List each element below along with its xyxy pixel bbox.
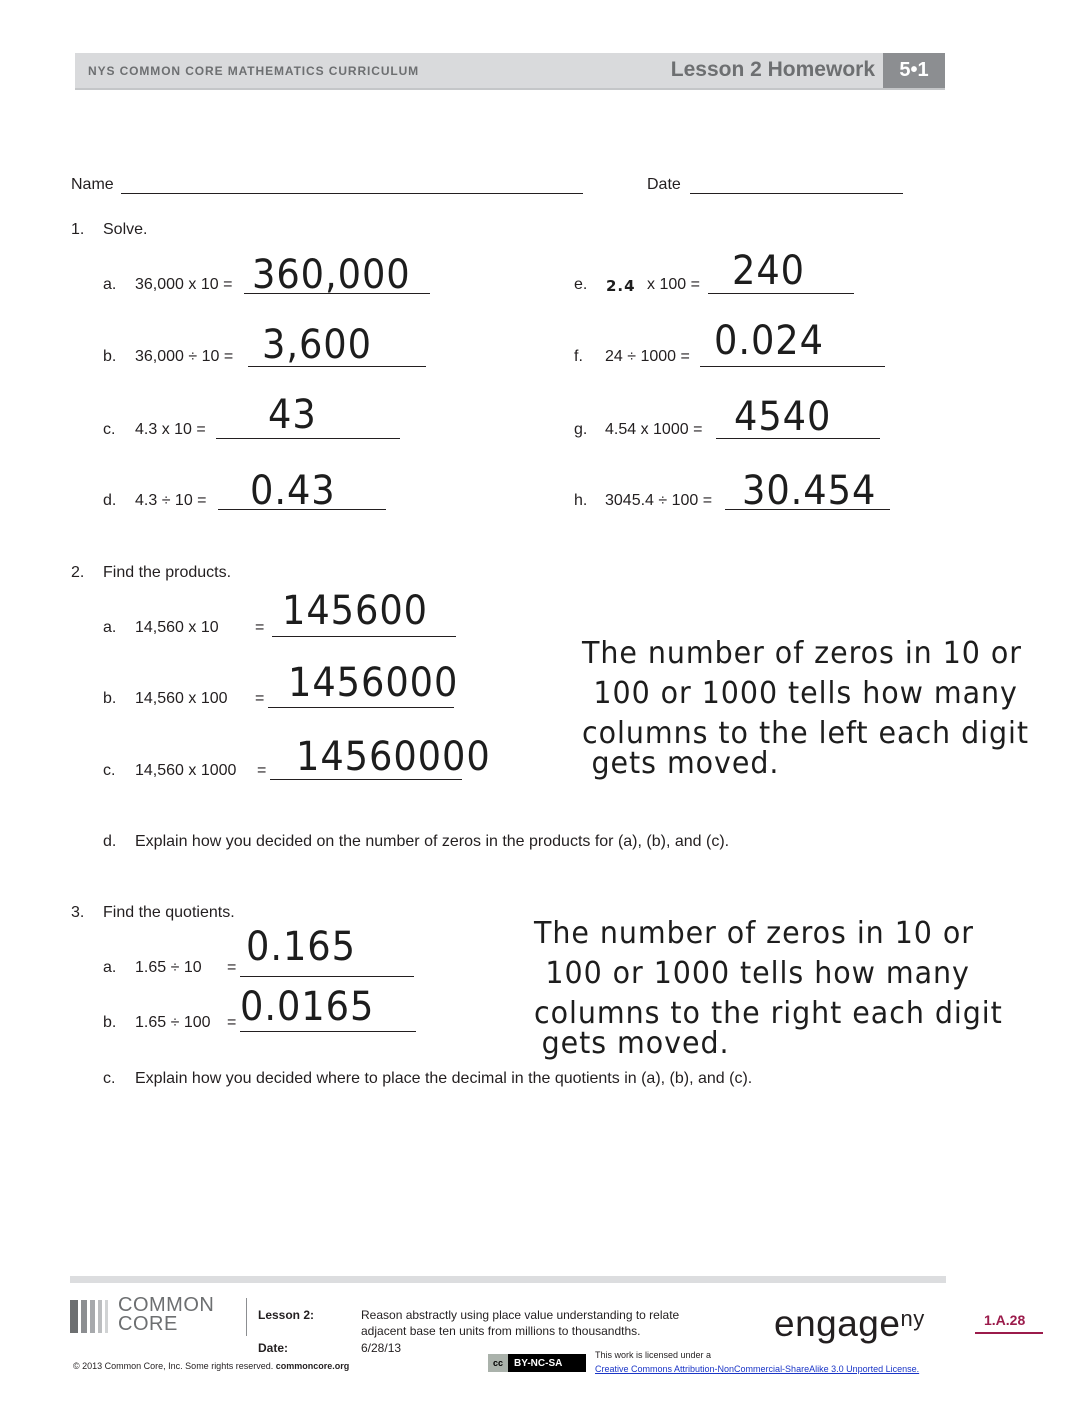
footer-divider bbox=[246, 1298, 247, 1336]
engage-text: engage bbox=[774, 1303, 901, 1344]
q1g-letter: g. bbox=[574, 421, 588, 438]
q2a-handwritten-answer: 145600 bbox=[282, 588, 429, 634]
common-core-logo-text bbox=[118, 1296, 214, 1334]
q1-number: 1. bbox=[71, 221, 85, 238]
q2b-equals: = bbox=[255, 690, 265, 707]
q1c-expression: 4.3 x 10 = bbox=[135, 421, 206, 438]
logo-line-1: COMMON bbox=[118, 1294, 215, 1316]
q3-number: 3. bbox=[71, 904, 85, 921]
lesson-title: Lesson 2 Homework bbox=[670, 58, 875, 81]
q2-number: 2. bbox=[71, 564, 85, 581]
q3-handwritten-explanation bbox=[534, 914, 1003, 1064]
q3-prompt: Find the quotients. bbox=[103, 904, 235, 921]
q3-note-line-2: 100 or 1000 tells how many bbox=[545, 956, 970, 991]
q1e-expression: x 100 = bbox=[647, 276, 700, 293]
license-intro: This work is licensed under a bbox=[595, 1350, 712, 1360]
q3-note-line-1: The number of zeros in 10 or bbox=[534, 916, 974, 951]
footer-lesson-description bbox=[361, 1307, 679, 1339]
q1h-letter: h. bbox=[574, 492, 588, 509]
grade-module-badge: 5•1 bbox=[883, 53, 945, 88]
footer-bar bbox=[70, 1276, 946, 1283]
q1c-handwritten-answer: 43 bbox=[268, 392, 317, 438]
header-underline bbox=[75, 88, 945, 90]
q3b-equals: = bbox=[227, 1014, 237, 1031]
q2a-letter: a. bbox=[103, 619, 117, 636]
q3b-letter: b. bbox=[103, 1014, 117, 1031]
q1a-handwritten-answer: 360,000 bbox=[252, 252, 411, 298]
engageny-logo bbox=[774, 1303, 925, 1345]
q3-note-line-3: columns to the right each digit bbox=[534, 996, 1003, 1031]
name-label: Name bbox=[71, 176, 114, 193]
q2c-equals: = bbox=[257, 762, 267, 779]
q1c-answer-line[interactable] bbox=[216, 438, 400, 439]
q1d-expression: 4.3 ÷ 10 = bbox=[135, 492, 207, 509]
q1c-letter: c. bbox=[103, 421, 116, 438]
q3b-handwritten-answer: 0.0165 bbox=[240, 984, 375, 1030]
date-field[interactable] bbox=[690, 193, 903, 194]
q1f-answer-line[interactable] bbox=[700, 366, 885, 367]
copyright-text: © 2013 Common Core, Inc. Some rights reserved. bbox=[73, 1361, 274, 1371]
common-core-logo-icon bbox=[70, 1300, 114, 1333]
curriculum-title: NYS COMMON CORE MATHEMATICS CURRICULUM bbox=[88, 64, 420, 78]
q1-prompt: Solve. bbox=[103, 221, 148, 238]
q1h-handwritten-answer: 30.454 bbox=[742, 468, 877, 514]
q2-handwritten-explanation bbox=[582, 634, 1029, 784]
q2d-letter: d. bbox=[103, 833, 117, 850]
name-field[interactable] bbox=[121, 193, 583, 194]
q1e-handwritten-answer: 240 bbox=[732, 248, 806, 294]
q2-note-line-2: 100 or 1000 tells how many bbox=[593, 676, 1018, 711]
footer-date-label: Date: bbox=[258, 1341, 289, 1355]
q2-prompt: Find the products. bbox=[103, 564, 232, 581]
q1d-letter: d. bbox=[103, 492, 117, 509]
q2b-answer-line[interactable] bbox=[268, 707, 454, 708]
q2c-handwritten-answer: 14560000 bbox=[296, 734, 491, 780]
q3c-letter: c. bbox=[103, 1070, 116, 1087]
q1f-handwritten-answer: 0.024 bbox=[714, 318, 824, 364]
page-code: 1.A.28 bbox=[984, 1312, 1026, 1328]
q3a-letter: a. bbox=[103, 959, 117, 976]
q3c-text: Explain how you decided where to place the decimal in the quotients in (a), (b), and (c). bbox=[135, 1070, 753, 1087]
q2a-answer-line[interactable] bbox=[272, 636, 456, 637]
q3-note-line-4: gets moved. bbox=[541, 1026, 730, 1061]
q2b-letter: b. bbox=[103, 690, 117, 707]
q1h-expression: 3045.4 ÷ 100 = bbox=[605, 492, 713, 509]
q1g-handwritten-answer: 4540 bbox=[734, 394, 832, 440]
footer-date-value: 6/28/13 bbox=[361, 1341, 402, 1355]
logo-line-2: CORE bbox=[118, 1313, 178, 1335]
q2-note-line-3: columns to the left each digit bbox=[582, 716, 1030, 751]
date-label: Date bbox=[647, 176, 681, 193]
q1b-letter: b. bbox=[103, 348, 117, 365]
q1e-letter: e. bbox=[574, 276, 588, 293]
q2c-expression: 14,560 x 1000 bbox=[135, 762, 237, 779]
q2c-letter: c. bbox=[103, 762, 116, 779]
q2-note-line-4: gets moved. bbox=[591, 746, 780, 781]
q1e-handwritten-number: 2.4 bbox=[606, 277, 636, 295]
q1b-expression: 36,000 ÷ 10 = bbox=[135, 348, 234, 365]
q2b-expression: 14,560 x 100 bbox=[135, 690, 228, 707]
q3a-handwritten-answer: 0.165 bbox=[246, 924, 356, 970]
q1f-letter: f. bbox=[574, 348, 583, 365]
q2a-expression: 14,560 x 10 bbox=[135, 619, 219, 636]
cc-icon: cc bbox=[488, 1354, 508, 1372]
q2d-text: Explain how you decided on the number of zeros in the products for (a), (b), and (c). bbox=[135, 833, 730, 850]
license-link[interactable]: Creative Commons Attribution-NonCommercial-ShareAlike 3.0 Unported License. bbox=[595, 1364, 920, 1374]
q1f-expression: 24 ÷ 1000 = bbox=[605, 348, 690, 365]
license-badge-text: BY-NC-SA bbox=[514, 1357, 563, 1369]
q3b-answer-line[interactable] bbox=[240, 1031, 416, 1032]
q2a-equals: = bbox=[255, 619, 265, 636]
q1a-letter: a. bbox=[103, 276, 117, 293]
q1b-handwritten-answer: 3,600 bbox=[262, 322, 372, 368]
q1a-expression: 36,000 x 10 = bbox=[135, 276, 233, 293]
footer-lesson-text-1: Reason abstractly using place value understanding to relate bbox=[361, 1308, 680, 1322]
q3a-equals: = bbox=[227, 959, 237, 976]
cc-license-badge[interactable] bbox=[488, 1354, 586, 1372]
page-code-underline bbox=[975, 1332, 1043, 1334]
footer-lesson-text-2: adjacent base ten units from millions to thousandths. bbox=[361, 1324, 641, 1338]
q3a-answer-line[interactable] bbox=[240, 976, 414, 977]
copyright-site: commoncore.org bbox=[275, 1361, 350, 1371]
q1d-handwritten-answer: 0.43 bbox=[250, 468, 336, 514]
footer-lesson-label: Lesson 2: bbox=[258, 1308, 315, 1322]
q2-note-line-1: The number of zeros in 10 or bbox=[582, 636, 1022, 671]
copyright-notice bbox=[73, 1361, 349, 1371]
q3a-expression: 1.65 ÷ 10 bbox=[135, 959, 202, 976]
engage-sup: ny bbox=[900, 1306, 925, 1331]
q3b-expression: 1.65 ÷ 100 bbox=[135, 1014, 211, 1031]
q1g-expression: 4.54 x 1000 = bbox=[605, 421, 703, 438]
q2b-handwritten-answer: 1456000 bbox=[288, 660, 459, 706]
